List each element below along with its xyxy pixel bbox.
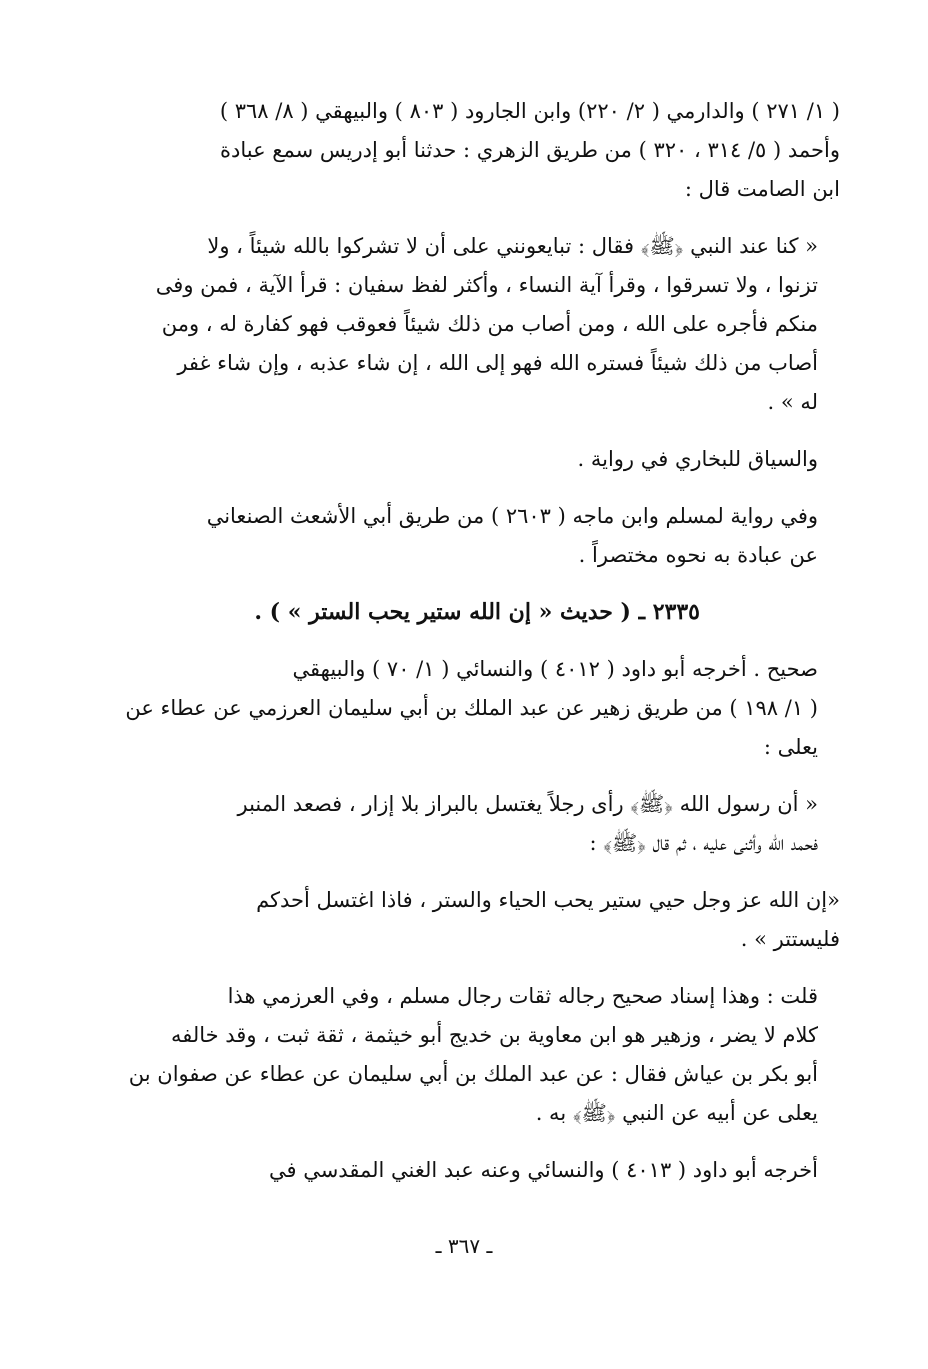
paragraph-context-note — [60, 440, 840, 479]
text-line: وأحمد ( ٥/ ٣١٤ ، ٣٢٠ ) من طريق الزهري : حدثنا أبو إدريس سمع عبادة — [220, 138, 840, 162]
text-line: فحمد الله وأثنى عليه ، ثم قال ﴿ﷺ﴾ : — [589, 831, 818, 855]
text-line: كلام لا يضر ، وزهير هو ابن معاوية بن خديج أبو خيثمة ، ثقة ثبت ، وقد خالفه — [170, 1023, 818, 1047]
text-line: صحيح . أخرجه أبو داود ( ٤٠١٢ ) والنسائي ( ١/ ٧٠ ) والبيهقي — [292, 657, 818, 681]
text-line: تزنوا ، ولا تسرقوا ، وقرأ آية النساء ، وأكثر لفظ سفيان : قرأ الآية ، فمن وفى — [155, 273, 818, 297]
text-line: أصاب من ذلك شيئاً فستره الله فهو إلى الله ، إن شاء عذبه ، وإن شاء غفر — [177, 351, 818, 375]
text-line: أبو بكر بن عياش فقال : عن عبد الملك بن أبي سليمان عن عطاء عن صفوان بن — [128, 1062, 818, 1086]
text-line: فليستتر » . — [740, 927, 840, 951]
page-body — [60, 92, 840, 1289]
text-line: أخرجه أبو داود ( ٤٠١٣ ) والنسائي وعنه عبد الغني المقدسي في — [268, 1158, 818, 1182]
text-line: يعلى : — [763, 735, 818, 759]
text-line: يعلى عن أبيه عن النبي ﴿ﷺ﴾ به . — [535, 1101, 818, 1125]
paragraph-closing — [60, 1151, 840, 1190]
text-line: ( ١/ ٢٧١ ) والدارمي ( ٢/ ٢٢٠) وابن الجارود ( ٨٠٣ ) والبيهقي ( ٨/ ٣٦٨ ) — [219, 99, 840, 123]
text-line: « كنا عند النبي ﴿ﷺ﴾ فقال : تبايعونني على أن لا تشركوا بالله شيئاً ، ولا — [207, 234, 818, 258]
paragraph-commentary — [60, 977, 840, 1133]
text-line: ( ١/ ١٩٨ ) من طريق زهير عن عبد الملك بن أبي سليمان العرزمي عن عطاء عن — [125, 696, 818, 720]
text-line: ابن الصامت قال : — [684, 177, 840, 201]
paragraph-hadith-sources — [60, 92, 840, 209]
paragraph-grading — [60, 650, 840, 767]
text-line: منكم فأجره على الله ، ومن أصاب من ذلك شيئاً فعوقب فهو كفارة له ، ومن — [161, 312, 818, 336]
text-line: له » . — [767, 390, 818, 414]
text-line: قلت : وهذا إسناد صحيح رجاله ثقات رجال مسلم ، وفي العرزمي هذا — [227, 984, 818, 1008]
hadith-heading: ٢٣٣٥ ـ ( حديث « إن الله ستير يحب الستر » ) . — [254, 599, 700, 625]
text-line: والسياق للبخاري في رواية . — [577, 447, 818, 471]
text-line: «إن الله عز وجل حيي ستير يحب الحياء والستر ، فاذا اغتسل أحدكم — [256, 888, 840, 912]
paragraph-hadith-quote — [60, 785, 840, 863]
text-line: وفي رواية لمسلم وابن ماجه ( ٢٦٠٣ ) من طريق أبي الأشعث الصنعاني — [206, 504, 818, 528]
text-line: « أن رسول الله ﴿ﷺ﴾ رأى رجلاً يغتسل بالبراز بلا إزار ، فصعد المنبر — [237, 792, 818, 816]
page-number: ـ ٣٦٧ ـ — [435, 1234, 493, 1258]
text-line: عن عبادة به نحوه مختصراً . — [578, 543, 818, 567]
paragraph-muslim-narration — [60, 497, 840, 575]
paragraph-hadith-text — [60, 227, 840, 422]
paragraph-hadith-saying — [60, 881, 840, 959]
